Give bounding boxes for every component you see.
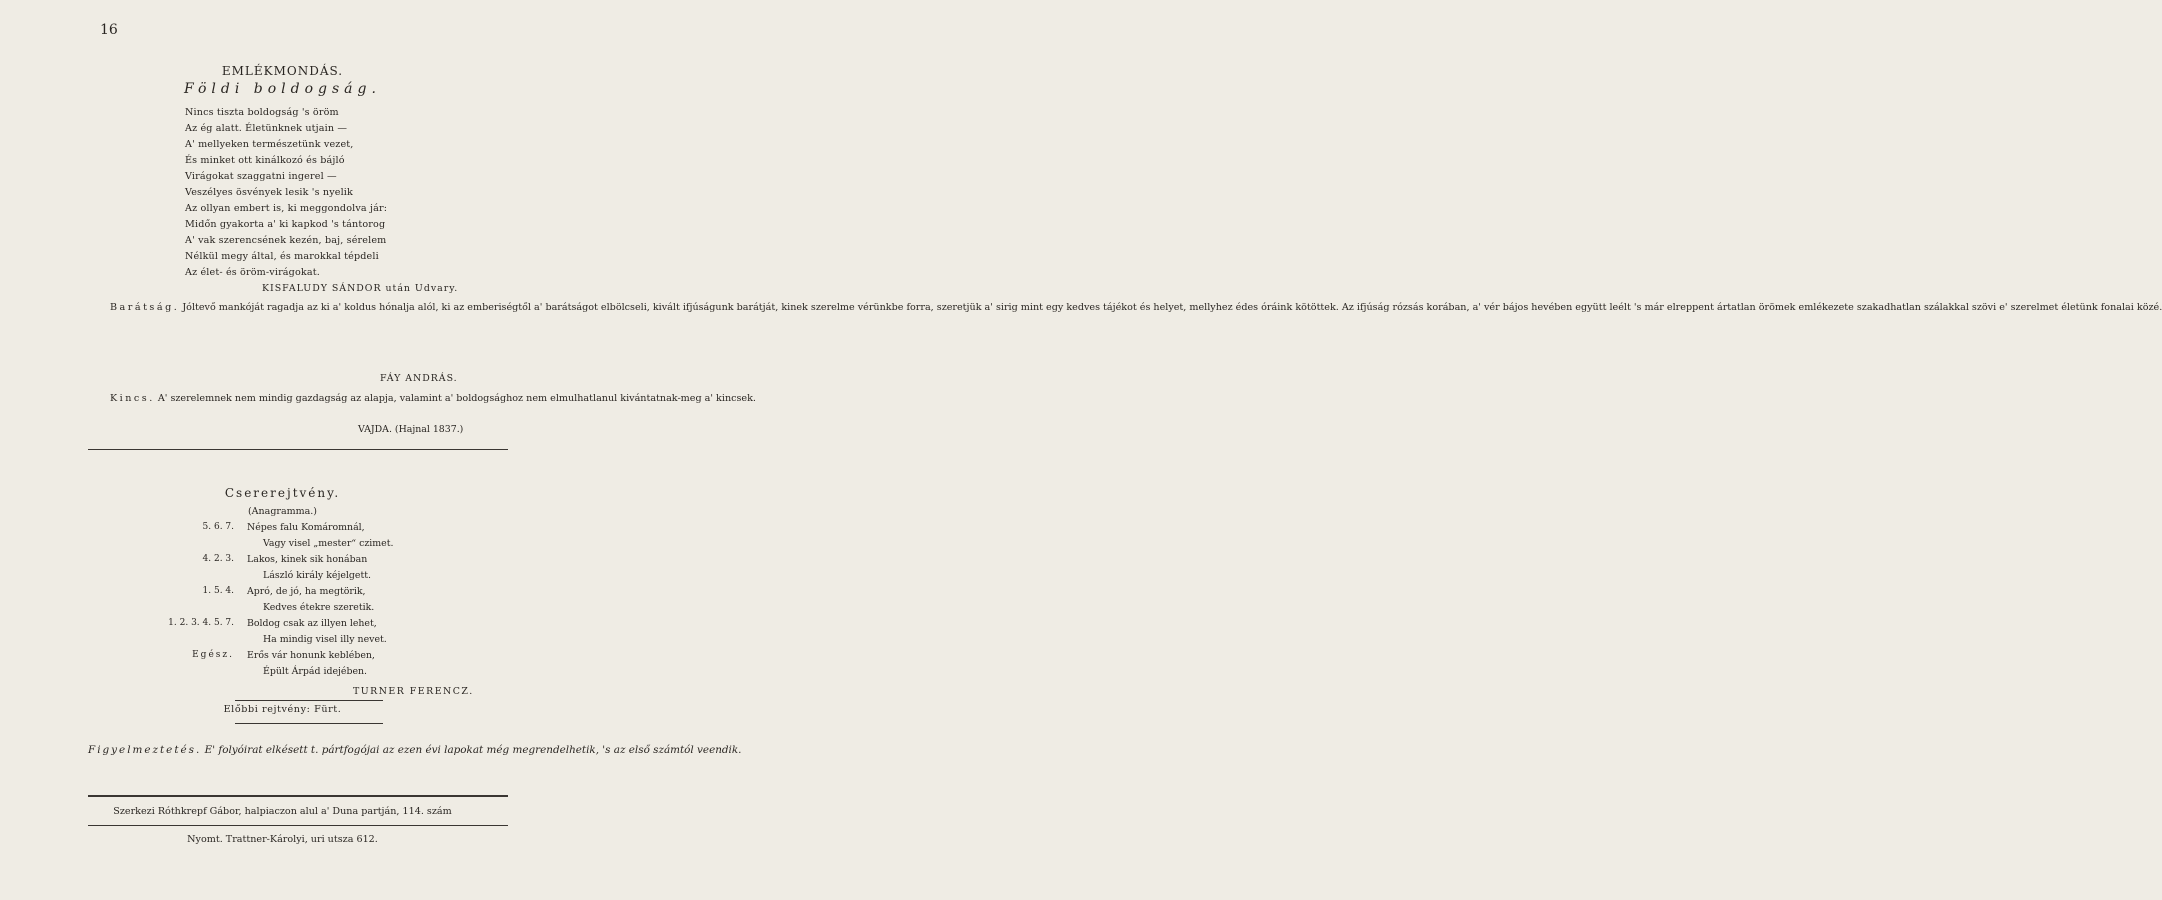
friendship-paragraph	[88, 300, 2162, 315]
poem-line: Nincs tiszta boldogság 's öröm	[185, 107, 339, 118]
notice-text: E' folyóirat elkésett t. pártfogójai az ezen évi lapokat még megrendelhetik, 's az első számtól veendik.	[204, 744, 742, 756]
page-number: 16	[100, 22, 118, 38]
previous-solution: Előbbi rejtvény: Fürt.	[223, 704, 342, 715]
treasure-heading: Kincs.	[110, 393, 155, 404]
editor-line: Szerkezi Róthkrepf Gábor, halpiaczon alul a' Duna partján, 114. szám	[113, 806, 452, 817]
riddle-number: 1. 5. 4.	[202, 586, 234, 596]
treasure-text: A' szerelemnek nem mindig gazdagság az alapja, valamint a' boldogsághoz nem elmulhatlanul kivántatnak-meg a' kincsek.	[157, 393, 756, 404]
notice-heading: Figyelmeztetés.	[88, 744, 202, 756]
treasure-paragraph	[88, 391, 756, 406]
riddle-line: Épült Árpád idejében.	[263, 666, 368, 677]
footer-rule	[88, 825, 508, 826]
poem-line: Az ég alatt. Életünknek utjain —	[185, 123, 348, 134]
notice-paragraph	[88, 742, 742, 759]
poem-line: Virágokat szaggatni ingerel —	[185, 171, 337, 182]
poem-line: Veszélyes ösvények lesik 's nyelik	[185, 187, 353, 198]
section-divider	[88, 449, 508, 450]
friendship-text: Jóltevő mankóját ragadja az ki a' koldus hónalja alól, ki az emberiségtől a' barátságot elbölcseli, kivált ifjúságunk barátját, kinek szerelme vérünkbe forra, szeretjük a' sirig mint egy kedves tájékot és helyet, mellyhez édes óráink kötöttek. Az ifjúság rózsás korában, a' vér bájos hevében együtt leélt 's már elreppent ártatlan örömek emlékezete szakadhatlan szálakkal szövi e' szerelmet életünk fonalai közé.	[182, 302, 2162, 313]
printer-line: Nyomt. Trattner-Károlyi, uri utsza 612.	[187, 834, 378, 845]
riddle-number: Egész.	[192, 650, 234, 660]
friendship-signature: FÁY ANDRÁS.	[380, 373, 458, 384]
riddle-line: Népes falu Komáromnál,	[247, 522, 365, 533]
riddle-line: Apró, de jó, ha megtörik,	[247, 586, 366, 597]
riddle-line: Lakos, kinek sik honában	[247, 554, 368, 565]
poem-line: Nélkül megy által, és marokkal tépdeli	[185, 251, 379, 262]
poem-line: Az élet- és öröm-virágokat.	[185, 267, 320, 278]
poem-line: A' vak szerencsének kezén, baj, sérelem	[185, 235, 387, 246]
riddle-line: Erős vár honunk keblében,	[247, 650, 375, 661]
riddle-divider	[235, 700, 383, 701]
treasure-signature: VAJDA. (Hajnal 1837.)	[358, 424, 464, 435]
riddle-line: Ha mindig visel illy nevet.	[263, 634, 387, 645]
solution-divider	[235, 723, 383, 724]
riddle-number: 5. 6. 7.	[202, 522, 234, 532]
poem-title: Földi boldogság.	[184, 81, 381, 97]
riddle-subtitle: (Anagramma.)	[247, 506, 318, 517]
riddle-number: 4. 2. 3.	[202, 554, 234, 564]
poem-line: Midőn gyakorta a' ki kapkod 's tántorog	[185, 219, 386, 230]
friendship-heading: Barátság.	[110, 302, 180, 313]
section-title: EMLÉKMONDÁS.	[221, 64, 344, 78]
riddle-title: Csererejtvény.	[224, 486, 341, 500]
footer-rule-top	[88, 795, 508, 797]
riddle-number: 1. 2. 3. 4. 5. 7.	[168, 618, 234, 628]
riddle-line: Kedves étekre szeretik.	[263, 602, 375, 613]
riddle-signature: TURNER FERENCZ.	[353, 686, 474, 697]
riddle-line: Vagy visel „mester“ czimet.	[263, 538, 394, 549]
riddle-line: Boldog csak az illyen lehet,	[247, 618, 377, 629]
poem-line: És minket ott kinálkozó és bájló	[185, 155, 345, 166]
poem-line: Az ollyan embert is, ki meggondolva jár:	[185, 203, 388, 214]
poem-signature: KISFALUDY SÁNDOR után Udvary.	[262, 283, 459, 294]
riddle-line: László király kéjelgett.	[263, 570, 371, 581]
poem-line: A' mellyeken természetünk vezet,	[185, 139, 354, 150]
